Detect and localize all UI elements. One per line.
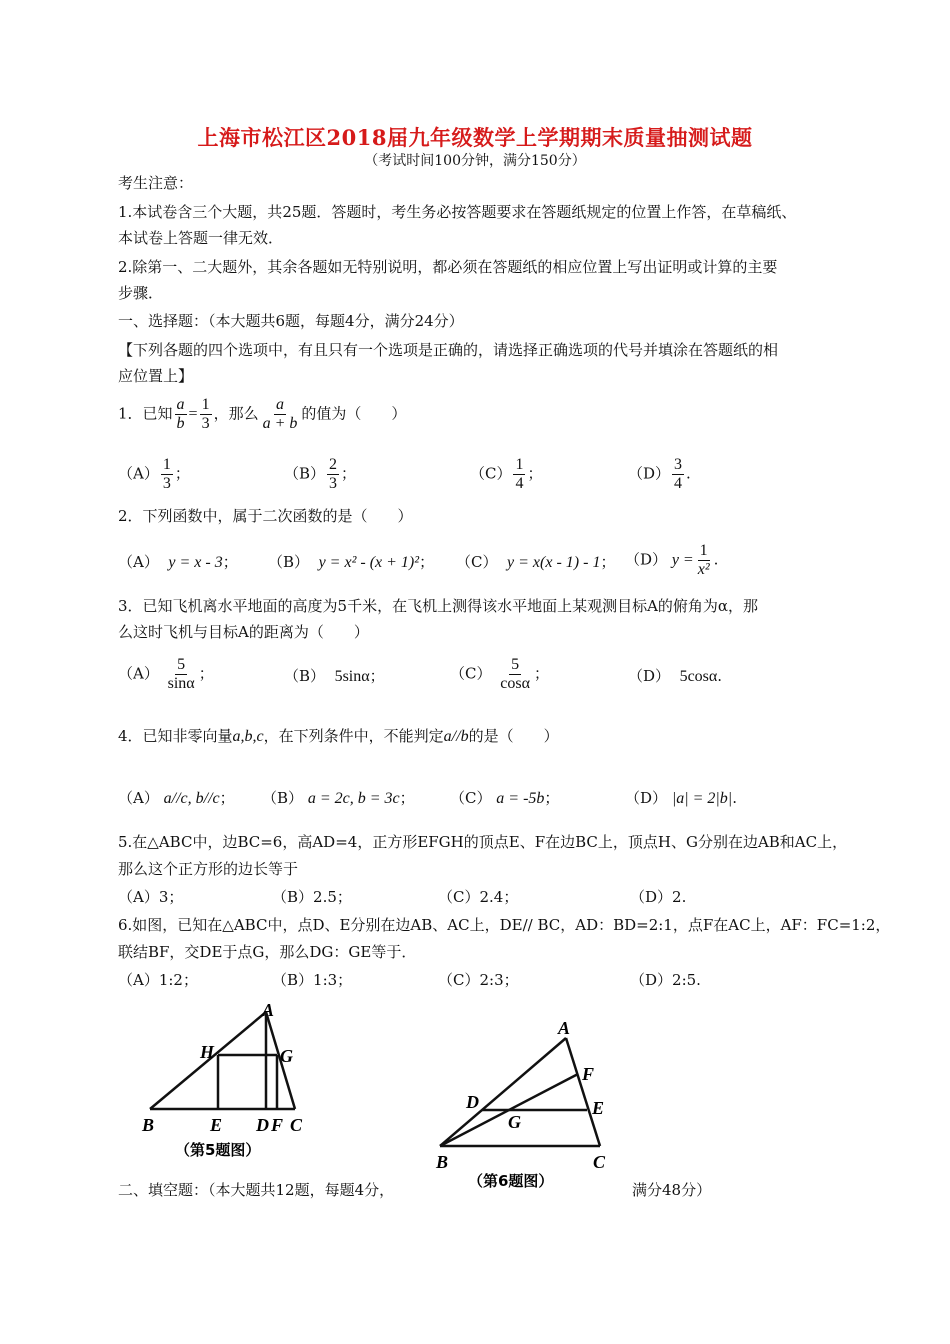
fig5-label-h: H [200, 1042, 215, 1062]
fig5-label-b: B [142, 1115, 155, 1135]
page-subtitle: （考试时间100分钟，满分150分） [364, 153, 586, 169]
fig5-label-d: D [256, 1115, 269, 1135]
q4-option-b: （B） a = 2c, b = 3c； [262, 789, 415, 807]
q5-option-c: （C）2.4； [438, 888, 519, 906]
notice-item1-line1: 1.本试卷含三个大题，共25题．答题时，考生务必按答题要求在答题纸规定的位置上作答，在草稿纸、 [118, 203, 797, 221]
fig6-caption: （第6题图） [468, 1172, 554, 1190]
q1-option-d: （D） $\frac{3}{4}$ . [628, 456, 691, 492]
fig5-label-e: E [210, 1115, 223, 1135]
question-3-line2: 么这时飞机与目标A的距离为（ ） [118, 623, 369, 641]
notice-item2-line1: 2.除第一、二大题外，其余各题如无特别说明，都必须在答题纸的相应位置上写出证明或计算的主要 [118, 258, 778, 276]
question-4: 4．已知非零向量a,b,c，在下列条件中，不能判定a//b的是（ ） [118, 727, 559, 745]
fig6-label-d: D [466, 1092, 479, 1112]
question-3-line1: 3．已知飞机离水平地面的高度为5千米，在飞机上测得该水平地面上某观测目标A的俯角为α，那 [118, 597, 759, 615]
section1-instruction-line2: 应位置上】 [118, 367, 194, 385]
q4-condition: a//b [443, 728, 469, 745]
q2-option-c: （C） y = x(x - 1) - 1； [456, 553, 616, 571]
q5-option-d: （D）2. [630, 888, 687, 906]
q1-mid: ，那么 [213, 404, 259, 423]
fig6-label-g: G [508, 1112, 521, 1132]
q6-option-a: （A）1:2； [118, 971, 198, 989]
fig6-label-b: B [436, 1152, 449, 1172]
notice-heading: 考生注意： [118, 174, 194, 192]
notice-item1-line2: 本试卷上答题一律无效． [118, 229, 284, 247]
question-5-line1: 5.在△ABC中，边BC=6，高AD=4，正方形EFGH的顶点E、F在边BC上，顶点H、G分别在边AB和AC上， [118, 833, 848, 851]
fig5-label-g: G [280, 1046, 293, 1066]
fig6-label-e: E [592, 1098, 605, 1118]
fig6-label-c: C [593, 1152, 606, 1172]
q3-option-c: （C） $\frac{5}{\cos\alpha}$ ； [450, 656, 549, 692]
q5-option-b: （B）2.5； [272, 888, 352, 906]
fig6-label-f: F [582, 1064, 595, 1084]
section1-heading: 一、选择题：（本大题共6题，每题4分，满分24分） [118, 312, 464, 330]
fig6-label-a: A [558, 1018, 571, 1038]
q2-option-d: （D） y = $\frac{1}{\text{x²}}$ . [625, 542, 719, 578]
question-1 [118, 396, 406, 433]
q2-option-a: （A） y = x - 3； [118, 553, 238, 571]
fig5-caption: （第5题图） [175, 1141, 261, 1159]
question-2: 2．下列函数中，属于二次函数的是（ ） [118, 507, 413, 525]
page-title: 上海市松江区2018届九年级数学上学期期末质量抽测试题 [197, 125, 753, 150]
q1-given-fraction: $\frac{a}{b}$ [176, 396, 185, 432]
q4-option-a: （A） a//c, b//c； [118, 789, 235, 807]
figure-5 [130, 1000, 330, 1170]
q2-option-b: （B） y = x² - (x + 1)²； [268, 553, 435, 571]
fig5-label-f: F [271, 1115, 284, 1135]
q1-expr-fraction: $\frac{a}{a + b}$ [262, 396, 298, 432]
question-5-line2: 那么这个正方形的边长等于 [118, 860, 299, 878]
q4-option-d: （D） |a| = 2|b|. [625, 789, 737, 807]
q1-option-c: （C） $\frac{1}{4}$ ； [470, 456, 543, 492]
figure-6 [430, 1012, 630, 1190]
section2-heading-right: 满分48分） [632, 1181, 712, 1199]
section2-heading-left: 二、填空题：（本大题共12题，每题4分， [118, 1181, 395, 1199]
q1-option-a: （A） $\frac{1}{3}$ ； [118, 456, 190, 492]
q1-equals: = [188, 405, 198, 423]
q3-option-d: （D） 5cosα. [628, 667, 723, 685]
q3-option-a: （A） $\frac{5}{\sin\alpha}$ ； [118, 656, 214, 692]
q1-given-value: $\frac{1}{3}$ [201, 396, 210, 432]
q1-suffix: 的值为（ ） [301, 404, 407, 423]
fig5-label-c: C [290, 1115, 303, 1135]
q6-option-b: （B）1:3； [272, 971, 353, 989]
fig5-label-a: A [262, 1000, 275, 1020]
question-6-line2: 联结BF，交DE于点G，那么DG：GE等于． [118, 943, 417, 961]
section1-instruction-line1: 【下列各题的四个选项中，有且只有一个选项是正确的，请选择正确选项的代号并填涂在答题纸的相 [118, 341, 779, 359]
q4-vectors: a,b,c [232, 728, 264, 745]
q5-option-a: （A）3； [118, 888, 184, 906]
q1-prefix: 1．已知 [118, 404, 173, 423]
notice-item2-line2: 步骤． [118, 284, 164, 302]
q1-option-b: （B） $\frac{2}{3}$ ； [284, 456, 357, 492]
q3-option-b: （B） 5sinα； [284, 667, 385, 685]
question-6-line1: 6.如图，已知在△ABC中，点D、E分别在边AB、AC上，DE// BC，AD：BD=2:1，点F在AC上，AF：FC=1:2， [118, 916, 891, 934]
q4-option-c: （C） a = -5b； [450, 789, 560, 807]
q6-option-d: （D）2:5. [630, 971, 701, 989]
q6-option-c: （C）2:3； [438, 971, 519, 989]
